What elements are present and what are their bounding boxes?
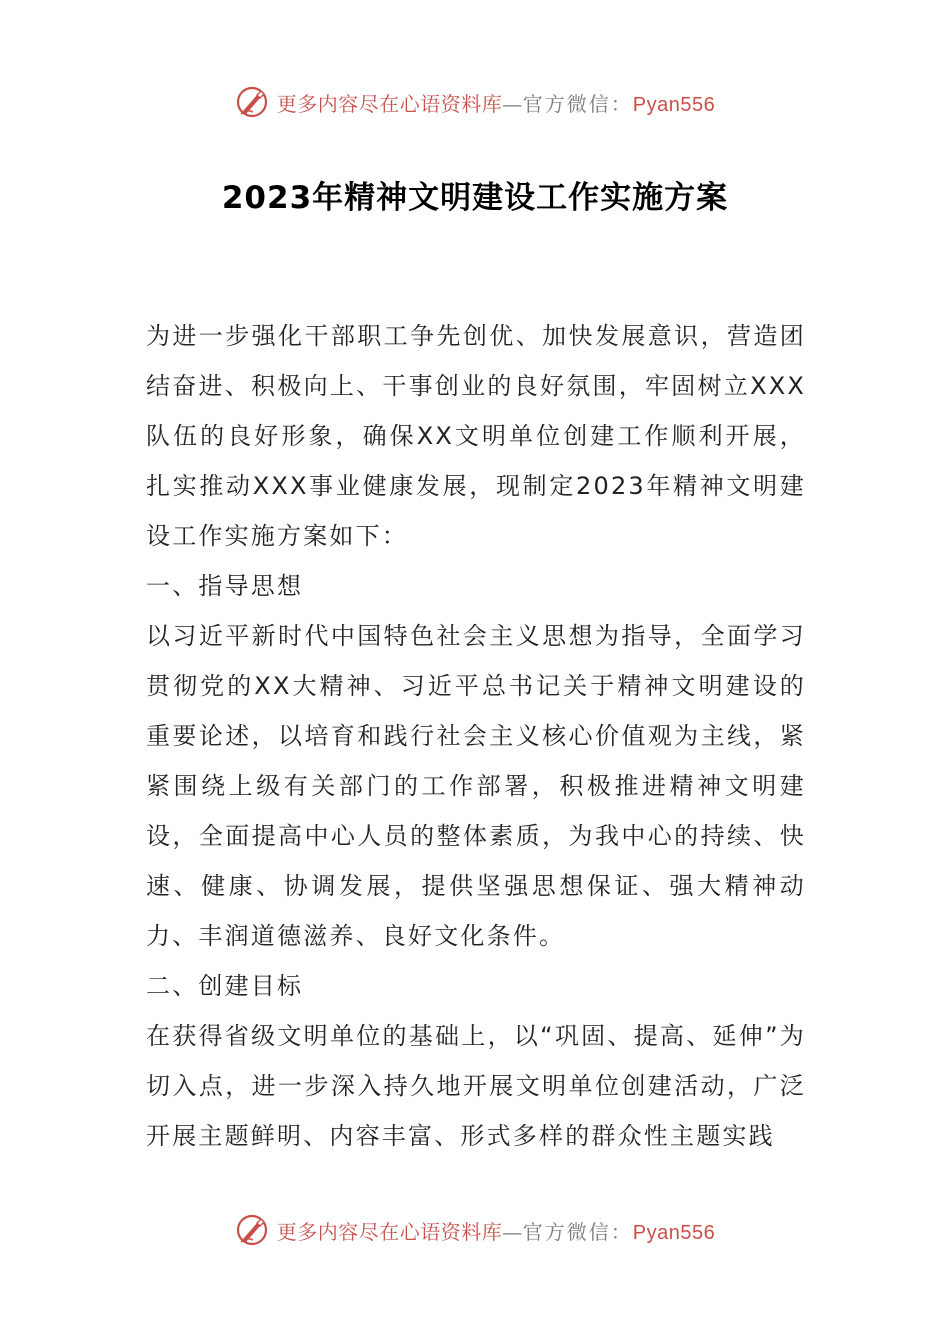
- paragraph-goals: 在获得省级文明单位的基础上，以“巩固、提高、延伸”为切入点，进一步深入持久地开展文明单位创建活动，广泛开展主题鲜明、内容丰富、形式多样的群众性主题实践: [146, 1022, 806, 1150]
- section-heading-guiding-ideology: 一、指导思想: [146, 572, 304, 600]
- banner-wechat-label: 官方微信：: [522, 91, 633, 116]
- footer-banner: [0, 1208, 950, 1252]
- banner-main-text: 更多内容尽在心语资料库: [276, 1219, 503, 1244]
- paragraph-intro: 为进一步强化干部职工争先创优、加快发展意识，营造团结奋进、积极向上、干事创业的良好氛围，牢固树立XXX队伍的良好形象，确保XX文明单位创建工作顺利开展，扎实推动XXX事业健康发展，现制定2023年精神文明建设工作实施方案如下：: [146, 322, 806, 550]
- banner-wechat-label: 官方微信：: [522, 1219, 633, 1244]
- header-banner: [0, 80, 950, 124]
- document-body: [146, 311, 806, 1161]
- banner-separator: —: [502, 91, 523, 116]
- banner-text: [277, 88, 715, 117]
- banner-separator: —: [502, 1219, 523, 1244]
- banner-wechat-id: Pyan556: [632, 1221, 716, 1244]
- section-heading-goals: 二、创建目标: [146, 972, 304, 1000]
- banner-wechat-id: Pyan556: [632, 93, 716, 116]
- paragraph-guiding-ideology: 以习近平新时代中国特色社会主义思想为指导，全面学习贯彻党的XX大精神、习近平总书记关于精神文明建设的重要论述，以培育和践行社会主义核心价值观为主线，紧紧围绕上级有关部门的工作部署，积极推进精神文明建设，全面提高中心人员的整体素质，为我中心的持续、快速、健康、协调发展，提供坚强思想保证、强大精神动力、丰润道德滋养、良好文化条件。: [146, 622, 806, 950]
- pen-logo-icon: [235, 85, 269, 119]
- banner-text: [277, 1216, 715, 1245]
- pen-logo-icon: [235, 1213, 269, 1247]
- document-title: 2023年精神文明建设工作实施方案: [221, 180, 729, 216]
- banner-main-text: 更多内容尽在心语资料库: [276, 91, 503, 116]
